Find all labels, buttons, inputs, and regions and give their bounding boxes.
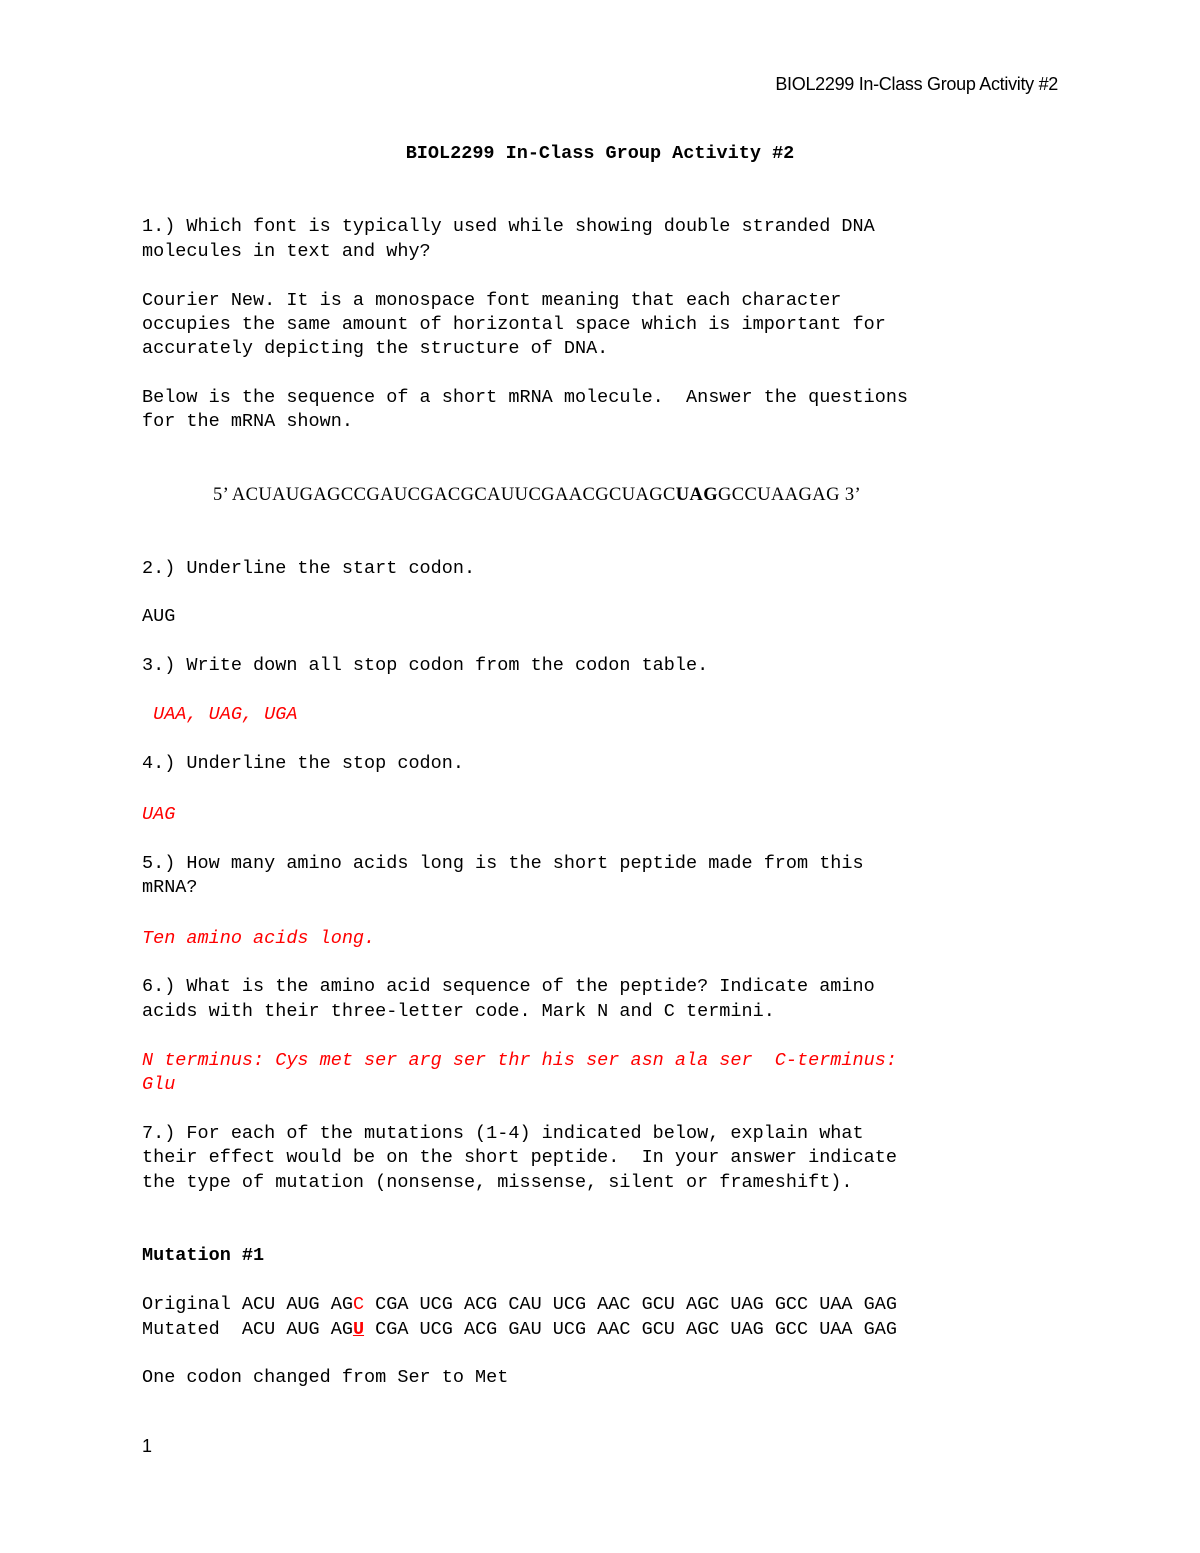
answer-3: UAA, UAG, UGA	[142, 704, 298, 725]
mrna-sequence-prefix: 5’ ACUAUGAGCCGAUCGACGCAUUCGAACGCUAGC	[213, 485, 676, 505]
question-5-line-2: mRNA?	[142, 877, 198, 898]
question-3: 3.) Write down all stop codon from the codon table.	[142, 655, 709, 676]
answer-1-line-3: accurately depicting the structure of DNA.	[142, 338, 609, 359]
mrna-stop-codon: UAG	[675, 485, 719, 505]
mrna-sequence	[213, 485, 861, 506]
question-5-line-1: 5.) How many amino acids long is the short peptide made from this	[142, 853, 864, 874]
mrna-sequence-suffix: GCCUAAGAG 3’	[718, 485, 862, 505]
answer-1-line-1: Courier New. It is a monospace font meaning that each character	[142, 290, 842, 311]
intro-line-2: for the mRNA shown.	[142, 411, 353, 432]
page-number: 1	[142, 1436, 153, 1456]
question-7-line-3: the type of mutation (nonsense, missense, silent or frameshift).	[142, 1172, 853, 1193]
mutation-1-mutated-line	[142, 1318, 897, 1343]
question-6-line-2: acids with their three-letter code. Mark N and C termini.	[142, 1001, 775, 1022]
question-2: 2.) Underline the start codon.	[142, 558, 476, 579]
mutation-1-heading: Mutation #1	[142, 1245, 265, 1266]
mutated-changed-base: U	[352, 1319, 365, 1340]
answer-6-line-2: Glu	[142, 1074, 176, 1095]
page-title: BIOL2299 In-Class Group Activity #2	[405, 143, 795, 164]
original-prefix: Original ACU AUG AG	[142, 1294, 353, 1315]
mutation-1-original-line	[142, 1293, 897, 1318]
question-1-line-1: 1.) Which font is typically used while showing double stranded DNA	[142, 216, 875, 237]
original-suffix: CGA UCG ACG CAU UCG AAC GCU AGC UAG GCC UAA GAG	[364, 1294, 897, 1315]
mutated-suffix: CGA UCG ACG GAU UCG AAC GCU AGC UAG GCC UAA GAG	[364, 1319, 897, 1340]
mutated-prefix: Mutated ACU AUG AG	[142, 1319, 353, 1340]
running-header: BIOL2299 In-Class Group Activity #2	[775, 74, 1058, 94]
question-7-line-1: 7.) For each of the mutations (1-4) indicated below, explain what	[142, 1123, 864, 1144]
question-1-line-2: molecules in text and why?	[142, 241, 431, 262]
question-6-line-1: 6.) What is the amino acid sequence of the peptide? Indicate amino	[142, 976, 875, 997]
answer-5: Ten amino acids long.	[142, 928, 376, 949]
answer-4: UAG	[142, 804, 176, 825]
answer-6-line-1: N terminus: Cys met ser arg ser thr his ser asn ala ser C-terminus:	[142, 1050, 897, 1071]
question-7-line-2: their effect would be on the short peptide. In your answer indicate	[142, 1147, 897, 1168]
question-4: 4.) Underline the stop codon.	[142, 753, 464, 774]
answer-1-line-2: occupies the same amount of horizontal space which is important for	[142, 314, 886, 335]
mutation-1-explanation: One codon changed from Ser to Met	[142, 1367, 509, 1388]
original-changed-base: C	[352, 1294, 365, 1315]
intro-line-1: Below is the sequence of a short mRNA molecule. Answer the questions	[142, 387, 909, 408]
answer-2: AUG	[142, 606, 176, 627]
